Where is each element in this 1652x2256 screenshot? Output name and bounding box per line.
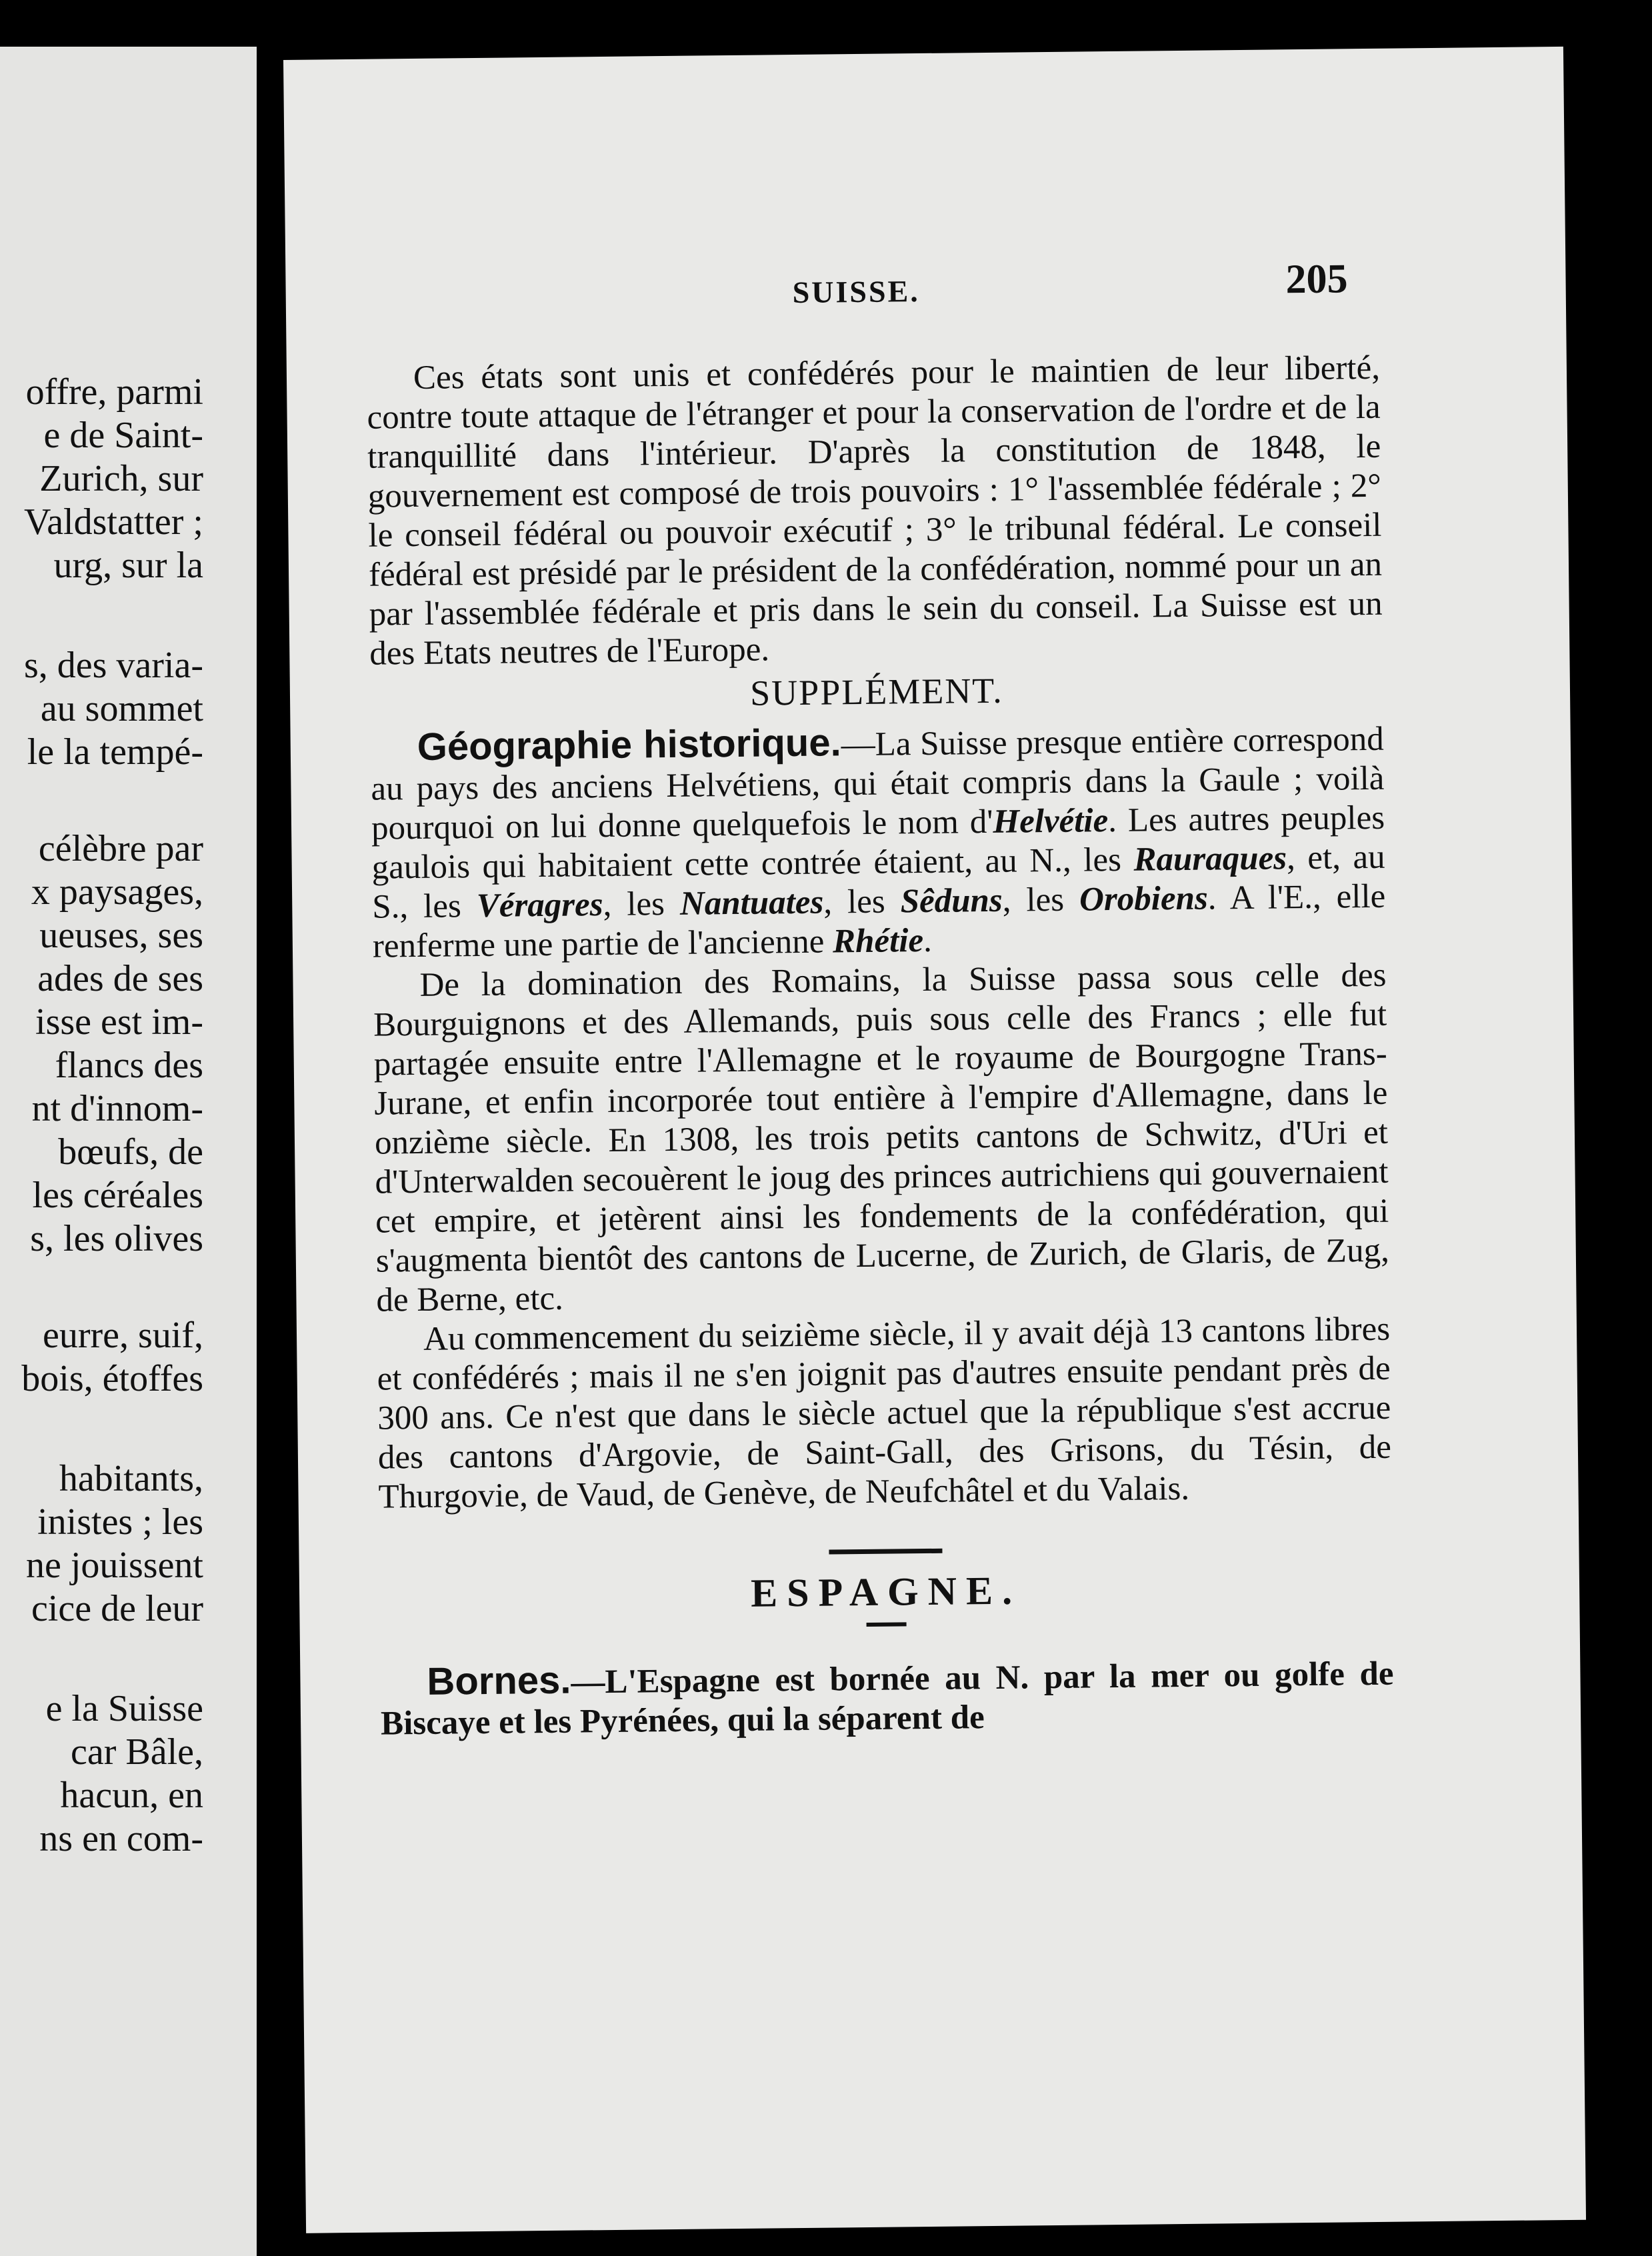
left-page-line: isse est im- (35, 1001, 203, 1043)
left-page-line: inistes ; les (37, 1501, 203, 1543)
geographie-text: , les (603, 885, 681, 924)
geographie-text: , les (1002, 881, 1080, 919)
left-page-line: cice de leur (31, 1588, 203, 1629)
geographie-lead: Géographie historique. (417, 721, 841, 769)
term-seduns: Sêduns (900, 881, 1003, 921)
supplement-heading: SUPPLÉMENT. (749, 670, 1004, 713)
term-nantuates: Nantuates (679, 883, 824, 923)
geographie-text: , les (823, 883, 901, 921)
left-page-line: nt d'innom- (31, 1088, 203, 1129)
domination-paragraph: De la domination des Romains, la Suisse passa sous celle des Bourguignons et des Allemands, puis sous celle des Francs ; elle fut partagée ensuite entre l'Allemagne et le royaume de Bourgogne Trans-Jurane, et enfin incorporée tout entière à l'empire d'Allemagne, dans le onzième siècle. En 1308, les trois petits cantons de Schwitz, d'Uri et d'Unterwalden secouèrent le joug des princes autrichiens qui gouvernaient cet empire, et jetèrent ainsi les fondements de la confédération, qui s'augmenta bientôt des cantons de Lucerne, de Zurich, de Glaris, de Zug, de Berne, etc. (373, 956, 1390, 1319)
bornes-lead: Bornes. (427, 1658, 571, 1703)
left-page-line: habitants, (59, 1458, 203, 1499)
left-page-line: x paysages, (31, 871, 203, 913)
left-page-line: s, les olives (30, 1218, 203, 1259)
term-helvetie: Helvétie (993, 802, 1109, 841)
left-page-line: les céréales (32, 1175, 203, 1216)
left-page-line: Valdstatter ; (23, 501, 203, 543)
left-page-line: e de Saint- (43, 415, 203, 456)
left-page-line: le la tempé- (27, 731, 203, 773)
term-rhetie: Rhétie (832, 922, 924, 961)
left-page-line: ns en com- (39, 1818, 203, 1859)
left-page-line: célèbre par (38, 828, 203, 869)
left-page-line: eurre, suif, (42, 1315, 203, 1356)
bornes-paragraph (380, 1652, 1394, 1744)
bornes-text: —L'Espagne est bornée au N. par la mer ou golfe de Biscaye et les Pyrénées, qui la séparent de (380, 1655, 1394, 1743)
left-page-line: s, des varia- (23, 645, 203, 686)
short-divider-rule (867, 1622, 907, 1627)
left-page-line: Zurich, sur (39, 458, 203, 499)
geographie-text: . A l'E., elle renferme une partie de l'ancienne (372, 877, 1386, 965)
geographie-paragraph (370, 717, 1386, 967)
body-text (367, 349, 1395, 1744)
geographie-text: , et, au S., les (372, 838, 1385, 926)
left-page-line: ne jouissent (26, 1545, 203, 1586)
term-rauraques: Rauraques (1133, 839, 1287, 879)
left-page-line: flancs des (55, 1045, 203, 1086)
geographie-text: . Les autres peuples gaulois qui habitaient cette contrée étaient, au N., les (371, 799, 1385, 887)
section-divider-rule (829, 1549, 942, 1555)
left-page-line: car Bâle, (71, 1731, 203, 1773)
geographie-text: . (923, 921, 933, 960)
left-page-line: ades de ses (37, 958, 203, 999)
espagne-heading: ESPAGNE. (750, 1568, 1022, 1615)
left-page-line: au sommet (40, 688, 203, 729)
page-number: 205 (1285, 256, 1348, 303)
left-page-line: bœufs, de (58, 1131, 203, 1173)
left-page-line: ueuses, ses (39, 915, 203, 956)
left-page-line: bois, étoffes (21, 1358, 203, 1399)
left-page-fragment (0, 47, 257, 2256)
running-header: SUISSE. (792, 274, 921, 310)
left-page-line: e la Suisse (45, 1688, 203, 1729)
page-gutter (257, 0, 283, 2256)
left-page-line: offre, parmi (25, 371, 203, 413)
term-orobiens: Orobiens (1079, 879, 1209, 919)
intro-paragraph: Ces états sont unis et confédérés pour le maintien de leur liberté, contre toute attaque de l'étranger et pour la conservation de l'ordre et de la tranquillité dans l'intérieur. D'après la constitution de 1848, le gouvernement est composé de trois pouvoirs : 1° l'assemblée fédérale ; 2° le conseil fédéral ou pouvoir exécutif ; 3° le tribunal fédéral. Le conseil fédéral est présidé par le président de la confédération, nommé pour un an par l'assemblée fédérale et pris dans le sein du conseil. La Suisse est un des Etats neutres de l'Europe. (367, 349, 1383, 673)
right-page (283, 47, 1586, 2233)
term-veragres: Véragres (476, 886, 603, 925)
seizieme-siecle-paragraph: Au commencement du seizième siècle, il y avait déjà 13 cantons libres et confédérés ; mais il ne s'en joignit pas d'autres ensuite pendant près de 300 ans. Ce n'est que dans le siècle actuel que la république s'est accrue des cantons d'Argovie, de Saint-Gall, des Grisons, du Tésin, de Thurgovie, de Vaud, de Genève, de Neufchâtel et du Valais. (377, 1310, 1392, 1516)
left-page-line: urg, sur la (53, 545, 203, 586)
left-page-line: hacun, en (60, 1775, 203, 1816)
geographie-text: —La Suisse presque entière correspond au pays des anciens Helvétiens, qui était compris dans la Gaule ; voilà pourquoi on lui donne quelquefois le nom d' (371, 720, 1385, 847)
